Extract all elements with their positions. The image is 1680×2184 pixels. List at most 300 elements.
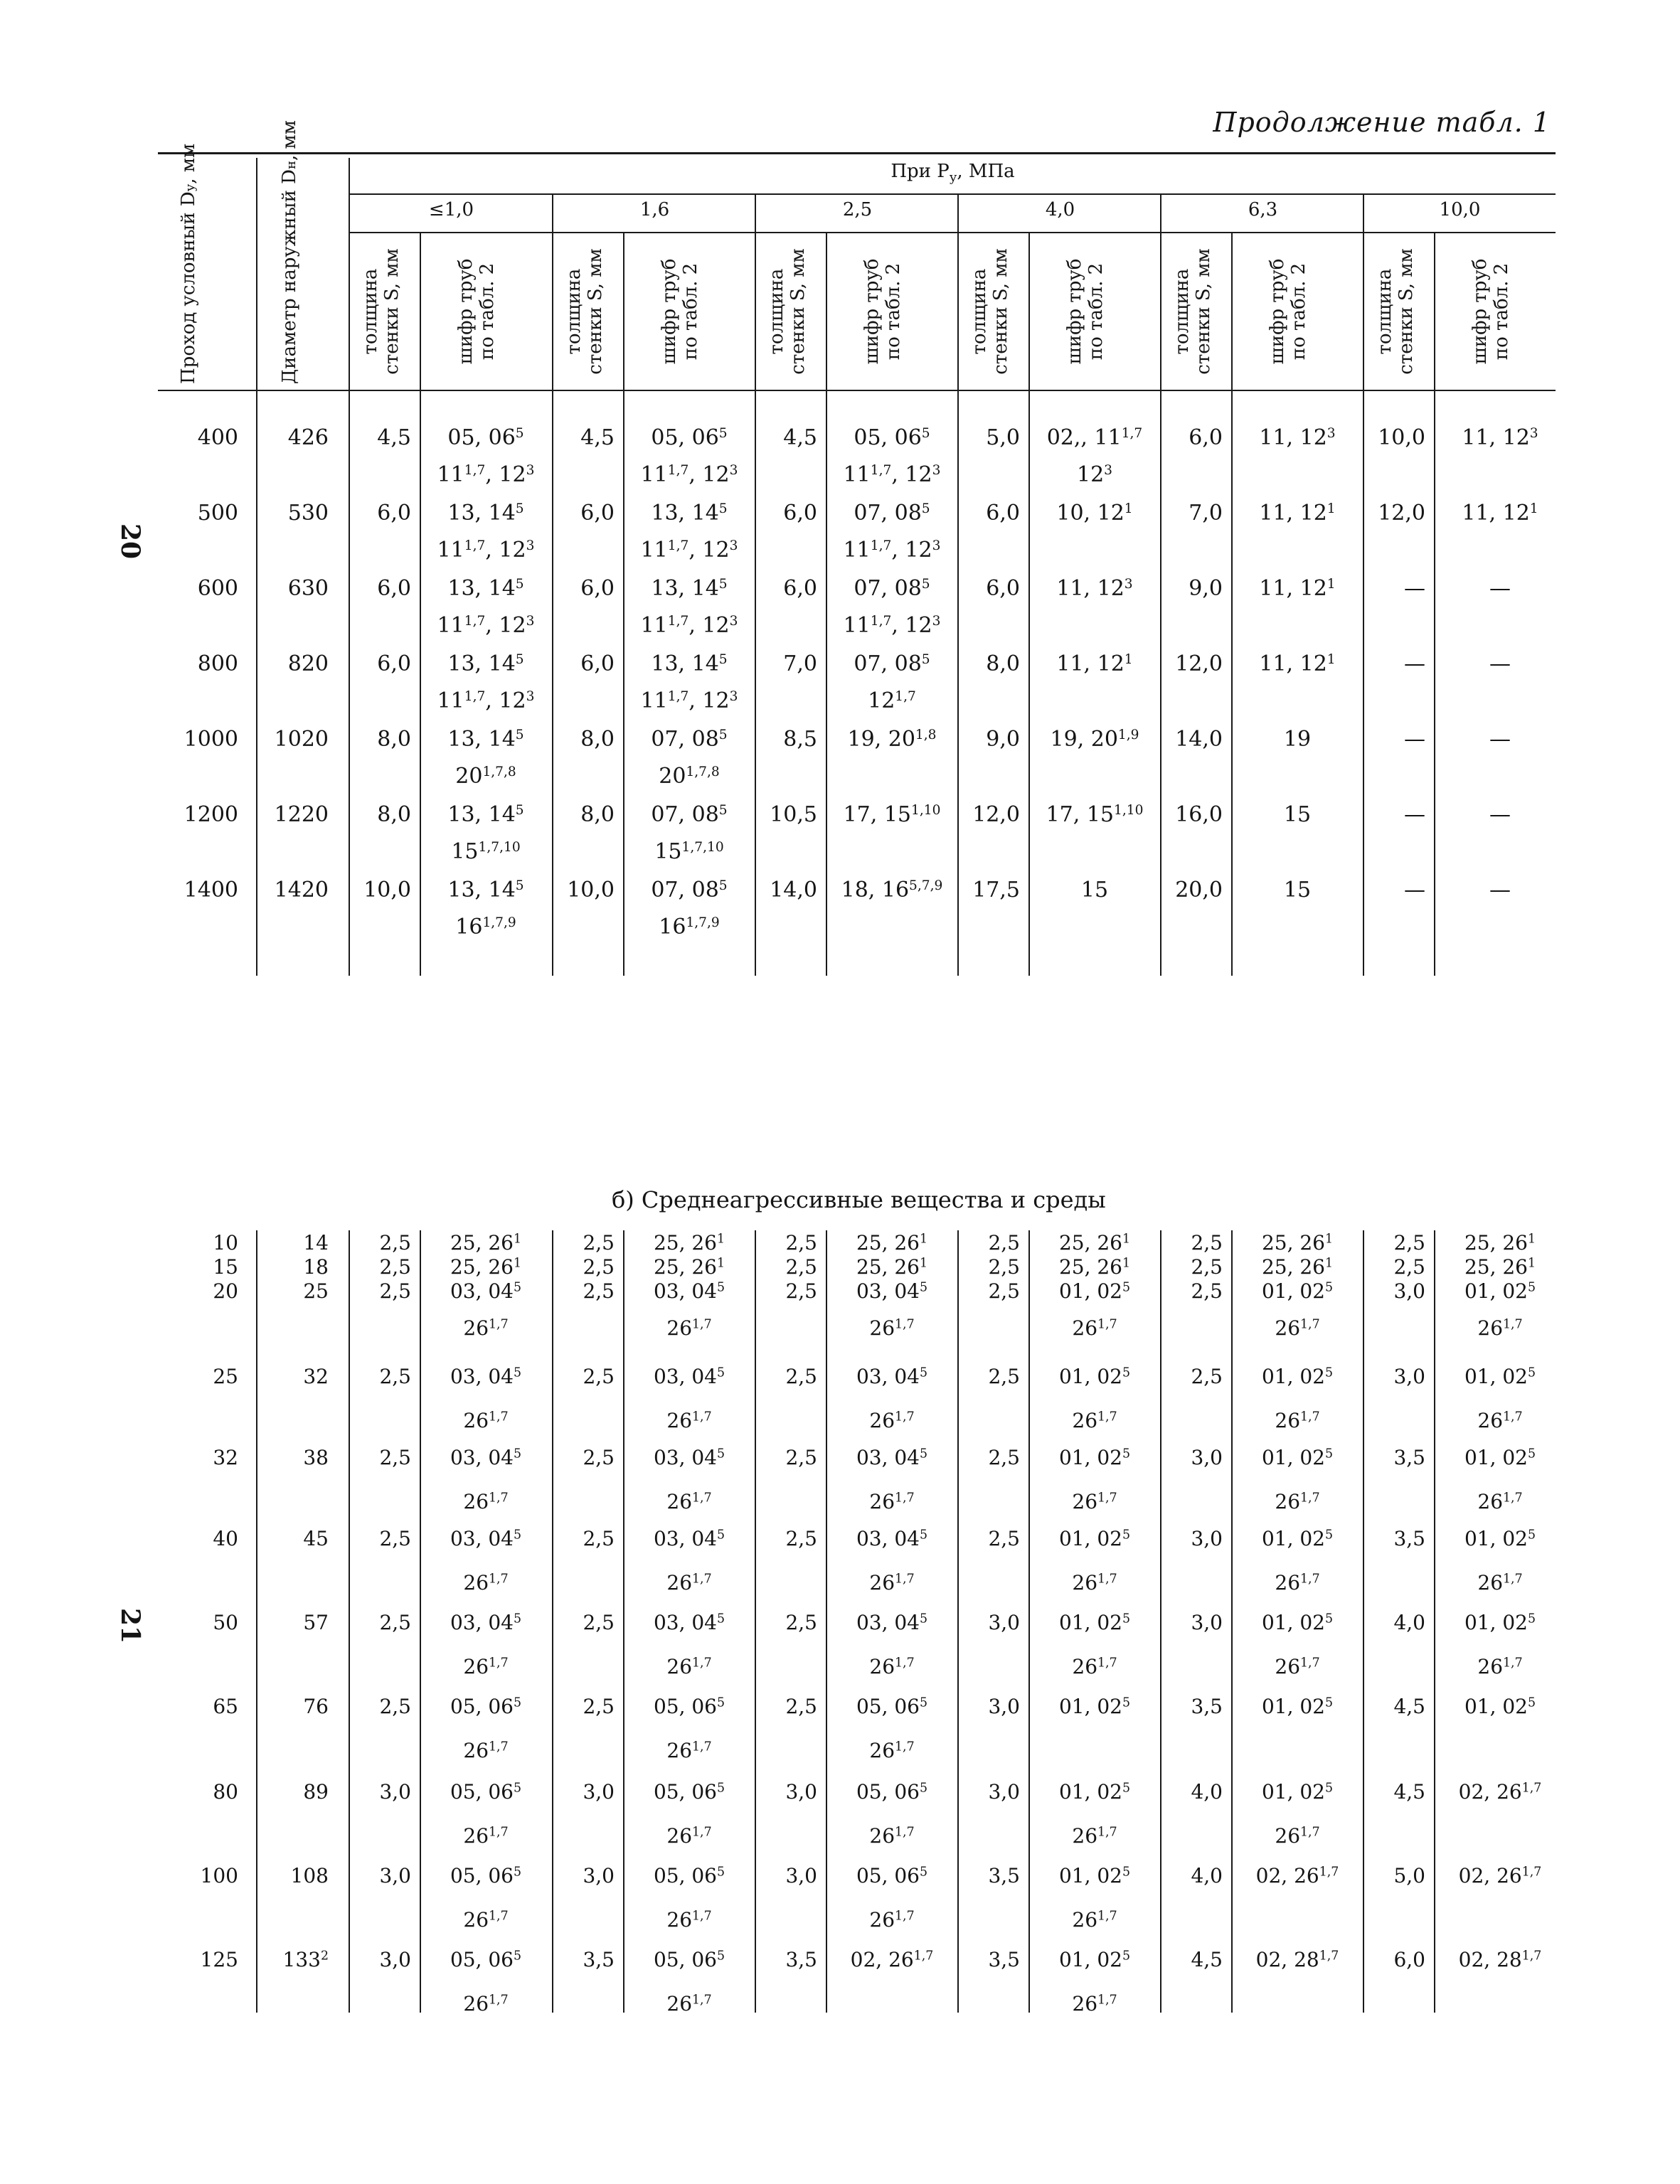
subheader-wall-thickness: толщина стенки S, мм: [360, 248, 403, 375]
cell-wall-thickness: —: [1404, 802, 1425, 827]
cell-pipe-code: 03, $04^5$ 26$^{1,7}$: [856, 1611, 928, 1678]
column-rule: [552, 195, 553, 976]
cell-wall-thickness: 20,0: [1175, 878, 1223, 902]
column-rule: [1231, 1230, 1233, 2013]
cell-outer-diameter: 14: [303, 1231, 329, 1255]
column-rule: [256, 1230, 257, 2013]
cell-pipe-code: 11, $12^3$: [1056, 576, 1133, 601]
cell-nominal-bore: 32: [213, 1446, 238, 1469]
cell-outer-diameter: 530: [287, 501, 329, 526]
cell-wall-thickness: 2,5: [988, 1365, 1020, 1388]
cell-outer-diameter: 18: [303, 1255, 329, 1279]
cell-pipe-code: 25, $26^1$: [1058, 1231, 1131, 1255]
cell-wall-thickness: 2,5: [1393, 1255, 1425, 1279]
subheader-wall-thickness: толщина стенки S, мм: [1171, 248, 1214, 375]
cell-nominal-bore: 40: [213, 1527, 238, 1550]
cell-wall-thickness: 8,5: [783, 727, 817, 752]
cell-pipe-code: 02, 26$^{1,7}$: [1458, 1864, 1542, 1887]
cell-wall-thickness: 3,5: [988, 1864, 1020, 1887]
column-rule: [552, 1230, 553, 2013]
cell-wall-thickness: 3,0: [988, 1611, 1020, 1634]
cell-wall-thickness: 6,0: [783, 576, 817, 601]
cell-pipe-code: 01, $02^5$: [1261, 1695, 1334, 1718]
cell-wall-thickness: 8,0: [377, 727, 411, 752]
cell-pipe-code: 15: [1080, 878, 1109, 902]
cell-wall-thickness: 3,0: [1393, 1279, 1425, 1303]
cell-pipe-code: 25, $26^1$: [1464, 1255, 1536, 1279]
cell-wall-thickness: 9,0: [986, 727, 1020, 752]
cell-wall-thickness: 3,0: [1191, 1446, 1223, 1469]
cell-wall-thickness: 3,5: [1393, 1527, 1425, 1550]
cell-wall-thickness: 2,5: [1191, 1255, 1223, 1279]
cell-pipe-code: 11, $12^3$: [1259, 425, 1336, 450]
cell-pipe-code: 03, $04^5$ 26$^{1,7}$: [450, 1446, 522, 1513]
cell-pipe-code: 05, $06^5$ 26$^{1,7}$: [450, 1695, 522, 1762]
pressure-value-header: 1,6: [639, 199, 670, 220]
cell-wall-thickness: 3,5: [1393, 1446, 1425, 1469]
cell-pipe-code: 15: [1283, 878, 1312, 902]
cell-outer-diameter: 57: [303, 1611, 329, 1634]
cell-pipe-code: 05, $06^5$ 26$^{1,7}$: [653, 1948, 725, 2015]
cell-wall-thickness: 2,5: [583, 1365, 615, 1388]
column-rule: [1028, 1230, 1030, 2013]
cell-pipe-code: 13, $14^5$ 11$^{1,7}$, $12^3$: [437, 651, 535, 713]
cell-pipe-code: —: [1489, 878, 1511, 902]
cell-wall-thickness: 2,5: [583, 1231, 615, 1255]
cell-pipe-code: 01, $02^5$ 26$^{1,7}$: [1058, 1365, 1131, 1432]
cell-nominal-bore: 20: [213, 1279, 238, 1303]
cell-pipe-code: 25, $26^1$: [450, 1255, 522, 1279]
cell-wall-thickness: 2,5: [379, 1365, 411, 1388]
column-rule: [826, 232, 827, 976]
cell-pipe-code: 07, $08^5$ 11$^{1,7}$, $12^3$: [843, 576, 941, 638]
cell-wall-thickness: 2,5: [1191, 1279, 1223, 1303]
cell-wall-thickness: 8,0: [377, 802, 411, 827]
cell-wall-thickness: 6,0: [377, 576, 411, 601]
cell-wall-thickness: 6,0: [986, 576, 1020, 601]
cell-pipe-code: 13, $14^5$ 11$^{1,7}$, $12^3$: [640, 576, 738, 638]
cell-wall-thickness: 3,0: [583, 1864, 615, 1887]
cell-pipe-code: 07, $08^5$ 16$^{1,7,9}$: [651, 878, 728, 939]
cell-wall-thickness: 2,5: [583, 1255, 615, 1279]
column-rule: [1363, 1230, 1364, 2013]
cell-wall-thickness: 4,5: [1393, 1780, 1425, 1804]
pressure-value-header: ≤1,0: [428, 199, 474, 220]
cell-outer-diameter: 630: [287, 576, 329, 601]
cell-nominal-bore: 10: [213, 1231, 238, 1255]
cell-pipe-code: 03, $04^5$ 26$^{1,7}$: [450, 1365, 522, 1432]
cell-wall-thickness: 2,5: [583, 1527, 615, 1550]
column-rule: [826, 1230, 827, 2013]
cell-wall-thickness: 2,5: [379, 1255, 411, 1279]
cell-wall-thickness: 3,0: [583, 1780, 615, 1804]
cell-wall-thickness: 6,0: [377, 501, 411, 526]
cell-wall-thickness: 3,5: [583, 1948, 615, 1971]
cell-pipe-code: 25, $26^1$: [856, 1231, 928, 1255]
cell-pipe-code: 01, $02^5$ 26$^{1,7}$: [1261, 1365, 1334, 1432]
column-rule: [1434, 232, 1435, 976]
cell-pipe-code: 05, $06^5$ 11$^{1,7}$, $12^3$: [843, 425, 941, 487]
column-rule: [1434, 1230, 1435, 2013]
cell-pipe-code: 01, $02^5$ 26$^{1,7}$: [1261, 1611, 1334, 1678]
cell-pipe-code: 05, $06^5$ 26$^{1,7}$: [856, 1695, 928, 1762]
cell-wall-thickness: 3,0: [1393, 1365, 1425, 1388]
cell-wall-thickness: 2,5: [379, 1611, 411, 1634]
cell-pipe-code: 13, $14^5$ 15$^{1,7,10}$: [447, 802, 524, 864]
cell-pipe-code: 01, $02^5$: [1464, 1695, 1536, 1718]
cell-nominal-bore: 400: [197, 425, 238, 450]
cell-outer-diameter: 38: [303, 1446, 329, 1469]
pressure-value-header: 6,3: [1248, 199, 1278, 220]
cell-wall-thickness: 2,5: [785, 1279, 817, 1303]
cell-nominal-bore: 600: [197, 576, 238, 601]
cell-wall-thickness: 2,5: [583, 1279, 615, 1303]
cell-outer-diameter: 1020: [274, 727, 329, 752]
cell-pipe-code: 17, 15$^{1,10}$: [1046, 802, 1144, 827]
cell-pipe-code: 03, $04^5$ 26$^{1,7}$: [450, 1527, 522, 1594]
cell-pipe-code: 02, 26$^{1,7}$: [1255, 1864, 1339, 1887]
cell-wall-thickness: 2,5: [988, 1279, 1020, 1303]
cell-wall-thickness: 6,0: [783, 501, 817, 526]
cell-pipe-code: 05, $06^5$ 26$^{1,7}$: [450, 1780, 522, 1848]
cell-wall-thickness: 2,5: [583, 1611, 615, 1634]
cell-wall-thickness: 4,5: [1393, 1695, 1425, 1718]
cell-pipe-code: —: [1489, 651, 1511, 676]
cell-wall-thickness: 7,0: [783, 651, 817, 676]
cell-pipe-code: 02, 28$^{1,7}$: [1255, 1948, 1339, 1971]
column-rule: [1028, 232, 1030, 976]
cell-pipe-code: 13, $14^5$ 11$^{1,7}$, $12^3$: [437, 576, 535, 638]
cell-wall-thickness: 10,5: [770, 802, 817, 827]
cell-wall-thickness: 2,5: [583, 1446, 615, 1469]
cell-pipe-code: 01, $02^5$ 26$^{1,7}$: [1261, 1780, 1334, 1848]
cell-wall-thickness: 6,0: [377, 651, 411, 676]
column-rule: [1160, 195, 1161, 976]
subheader-pipe-code: шифр труб по табл. 2: [455, 258, 498, 365]
table-continuation-caption: Продолжение табл. 1: [1213, 107, 1551, 138]
pressure-group-rule: [350, 193, 1556, 195]
cell-pipe-code: 02,, 11$^{1,7}$ $12^3$: [1046, 425, 1143, 487]
cell-pipe-code: 05, $06^5$ 26$^{1,7}$: [653, 1695, 725, 1762]
cell-pipe-code: 03, $04^5$ 26$^{1,7}$: [653, 1279, 725, 1340]
header-bottom-rule: [158, 390, 1556, 391]
pressure-value-header: 10,0: [1439, 199, 1481, 220]
cell-pipe-code: 01, $02^5$ 26$^{1,7}$: [1058, 1948, 1131, 2015]
cell-wall-thickness: 6,0: [986, 501, 1020, 526]
cell-wall-thickness: 3,0: [988, 1695, 1020, 1718]
subheader-wall-thickness: толщина стенки S, мм: [1374, 248, 1417, 375]
cell-pipe-code: 19: [1283, 727, 1312, 752]
column-rule: [755, 195, 756, 976]
cell-outer-diameter: 108: [290, 1864, 329, 1887]
page-number-lower: 21: [115, 1607, 146, 1644]
cell-pipe-code: 03, $04^5$ 26$^{1,7}$: [653, 1611, 725, 1678]
cell-pipe-code: 19, 20$^{1,8}$: [847, 727, 937, 752]
cell-wall-thickness: 6,0: [1393, 1948, 1425, 1971]
column-rule: [755, 1230, 756, 2013]
cell-wall-thickness: 2,5: [379, 1446, 411, 1469]
cell-pipe-code: 05, $06^5$ 26$^{1,7}$: [450, 1864, 522, 1932]
cell-pipe-code: 11, $12^1$: [1259, 651, 1336, 676]
cell-pipe-code: 01, $02^5$ 26$^{1,7}$: [1058, 1611, 1131, 1678]
cell-pipe-code: 01, $02^5$ 26$^{1,7}$: [1464, 1279, 1536, 1340]
cell-pipe-code: 25, $26^1$: [653, 1231, 725, 1255]
pressure-value-header: 2,5: [842, 199, 873, 220]
cell-wall-thickness: 2,5: [785, 1365, 817, 1388]
cell-pipe-code: 05, $06^5$ 26$^{1,7}$: [856, 1864, 928, 1932]
pressure-value-header: 4,0: [1045, 199, 1075, 220]
cell-pipe-code: —: [1489, 802, 1511, 827]
cell-wall-thickness: 4,5: [783, 425, 817, 450]
cell-pipe-code: 01, $02^5$ 26$^{1,7}$: [1058, 1780, 1131, 1848]
column-rule: [957, 1230, 959, 2013]
cell-pipe-code: 25, $26^1$: [1464, 1231, 1536, 1255]
subheader-pipe-code: шифр труб по табл. 2: [1267, 258, 1309, 365]
header-outer-diameter: Диаметр наружный Dн, мм: [279, 119, 300, 384]
cell-pipe-code: 07, $08^5$ 11$^{1,7}$, $12^3$: [843, 501, 941, 563]
cell-wall-thickness: 4,0: [1191, 1780, 1223, 1804]
cell-wall-thickness: 3,0: [988, 1780, 1020, 1804]
cell-nominal-bore: 15: [213, 1255, 238, 1279]
cell-wall-thickness: —: [1404, 576, 1425, 601]
cell-pipe-code: 05, $06^5$ 26$^{1,7}$: [856, 1780, 928, 1848]
cell-pipe-code: 25, $26^1$: [653, 1255, 725, 1279]
cell-wall-thickness: 6,0: [580, 651, 615, 676]
cell-wall-thickness: 14,0: [770, 878, 817, 902]
cell-pipe-code: 05, $06^5$ 26$^{1,7}$: [653, 1864, 725, 1932]
cell-wall-thickness: 5,0: [1393, 1864, 1425, 1887]
cell-wall-thickness: —: [1404, 651, 1425, 676]
cell-pipe-code: 13, $14^5$ 11$^{1,7}$, $12^3$: [640, 651, 738, 713]
cell-wall-thickness: 2,5: [988, 1527, 1020, 1550]
cell-pipe-code: 05, $06^5$ 11$^{1,7}$, $12^3$: [640, 425, 738, 487]
cell-wall-thickness: 6,0: [1189, 425, 1223, 450]
cell-wall-thickness: 16,0: [1175, 802, 1223, 827]
section-b-title: б) Среднеагрессивные вещества и среды: [612, 1186, 1106, 1213]
cell-wall-thickness: 2,5: [1393, 1231, 1425, 1255]
cell-wall-thickness: 6,0: [580, 501, 615, 526]
cell-pipe-code: 02, 26$^{1,7}$: [1458, 1780, 1542, 1804]
subheader-pipe-code: шифр труб по табл. 2: [659, 258, 701, 365]
cell-wall-thickness: 10,0: [1378, 425, 1425, 450]
cell-pipe-code: 11, $12^1$: [1259, 576, 1336, 601]
cell-outer-diameter: 45: [303, 1527, 329, 1550]
column-rule: [420, 232, 421, 976]
subheader-pipe-code: шифр труб по табл. 2: [1469, 258, 1512, 365]
cell-pipe-code: 01, $02^5$ 26$^{1,7}$: [1261, 1279, 1334, 1340]
cell-wall-thickness: —: [1404, 727, 1425, 752]
cell-wall-thickness: 9,0: [1189, 576, 1223, 601]
cell-pipe-code: 07, $08^5$ 12$^{1,7}$: [854, 651, 930, 713]
cell-wall-thickness: 3,0: [379, 1864, 411, 1887]
cell-wall-thickness: 3,0: [379, 1948, 411, 1971]
cell-wall-thickness: —: [1404, 878, 1425, 902]
cell-wall-thickness: 2,5: [1191, 1365, 1223, 1388]
cell-wall-thickness: 12,0: [1378, 501, 1425, 526]
cell-pipe-code: —: [1489, 576, 1511, 601]
cell-wall-thickness: 2,5: [988, 1446, 1020, 1469]
cell-wall-thickness: 3,5: [988, 1948, 1020, 1971]
cell-nominal-bore: 80: [213, 1780, 238, 1804]
header-nominal-bore: Проход условный Dу, мм: [178, 143, 199, 384]
page-number-upper: 20: [115, 523, 146, 560]
cell-nominal-bore: 500: [197, 501, 238, 526]
cell-pipe-code: 25, $26^1$: [1261, 1231, 1334, 1255]
table-top-rule: [158, 152, 1556, 154]
cell-wall-thickness: 8,0: [580, 802, 615, 827]
cell-pipe-code: —: [1489, 727, 1511, 752]
subheader-wall-thickness: толщина стенки S, мм: [563, 248, 606, 375]
cell-wall-thickness: 14,0: [1175, 727, 1223, 752]
cell-pipe-code: 03, $04^5$ 26$^{1,7}$: [856, 1446, 928, 1513]
subheader-wall-thickness: толщина стенки S, мм: [766, 248, 809, 375]
column-rule: [256, 158, 257, 976]
cell-wall-thickness: 3,0: [1191, 1527, 1223, 1550]
subheader-wall-thickness: толщина стенки S, мм: [969, 248, 1011, 375]
cell-pipe-code: 13, $14^5$ 20$^{1,7,8}$: [447, 727, 524, 789]
cell-pipe-code: 11, $12^1$: [1259, 501, 1336, 526]
cell-wall-thickness: 2,5: [785, 1231, 817, 1255]
cell-pipe-code: 25, $26^1$: [1058, 1255, 1131, 1279]
cell-outer-diameter: 1220: [274, 802, 329, 827]
cell-nominal-bore: 50: [213, 1611, 238, 1634]
cell-wall-thickness: 2,5: [785, 1695, 817, 1718]
cell-pipe-code: 11, $12^3$: [1462, 425, 1538, 450]
cell-pipe-code: 01, $02^5$ 26$^{1,7}$: [1058, 1279, 1131, 1340]
cell-pipe-code: 11, $12^1$: [1056, 651, 1133, 676]
cell-nominal-bore: 125: [200, 1948, 238, 1971]
cell-pipe-code: 02, 26$^{1,7}$: [850, 1948, 934, 1971]
cell-pipe-code: 01, $02^5$ 26$^{1,7}$: [1464, 1446, 1536, 1513]
cell-wall-thickness: 12,0: [1175, 651, 1223, 676]
cell-nominal-bore: 25: [213, 1365, 238, 1388]
cell-pipe-code: 19, 20$^{1,9}$: [1050, 727, 1139, 752]
cell-wall-thickness: 3,5: [785, 1948, 817, 1971]
cell-wall-thickness: 2,5: [379, 1527, 411, 1550]
cell-wall-thickness: 4,5: [377, 425, 411, 450]
column-rule: [420, 1230, 421, 2013]
subheader-pipe-code: шифр труб по табл. 2: [861, 258, 904, 365]
cell-wall-thickness: 2,5: [988, 1231, 1020, 1255]
cell-pipe-code: 01, $02^5$ 26$^{1,7}$: [1464, 1611, 1536, 1678]
cell-wall-thickness: 4,5: [580, 425, 615, 450]
cell-pipe-code: 01, $02^5$ 26$^{1,7}$: [1058, 1446, 1131, 1513]
cell-pipe-code: 03, $04^5$ 26$^{1,7}$: [856, 1279, 928, 1340]
cell-wall-thickness: 3,0: [379, 1780, 411, 1804]
cell-outer-diameter: 89: [303, 1780, 329, 1804]
cell-pipe-code: 07, $08^5$ 20$^{1,7,8}$: [651, 727, 728, 789]
cell-pipe-code: 25, $26^1$: [1261, 1255, 1334, 1279]
cell-wall-thickness: 10,0: [567, 878, 615, 902]
cell-pipe-code: 01, $02^5$: [1058, 1695, 1131, 1718]
cell-pipe-code: 11, $12^1$: [1462, 501, 1538, 526]
cell-wall-thickness: 8,0: [580, 727, 615, 752]
cell-pipe-code: 18, 16$^{5,7,9}$: [841, 878, 943, 902]
column-rule: [1231, 232, 1233, 976]
cell-outer-diameter: 32: [303, 1365, 329, 1388]
cell-pipe-code: 03, $04^5$ 26$^{1,7}$: [450, 1279, 522, 1340]
cell-wall-thickness: 5,0: [986, 425, 1020, 450]
cell-pipe-code: 17, 15$^{1,10}$: [843, 802, 941, 827]
cell-pipe-code: 03, $04^5$ 26$^{1,7}$: [653, 1446, 725, 1513]
cell-wall-thickness: 2,5: [988, 1255, 1020, 1279]
cell-wall-thickness: 8,0: [986, 651, 1020, 676]
cell-wall-thickness: 3,0: [785, 1864, 817, 1887]
column-rule: [623, 232, 624, 976]
cell-pipe-code: 25, $26^1$: [450, 1231, 522, 1255]
cell-wall-thickness: 10,0: [363, 878, 411, 902]
cell-wall-thickness: 4,0: [1191, 1864, 1223, 1887]
cell-nominal-bore: 100: [200, 1864, 238, 1887]
cell-wall-thickness: 2,5: [785, 1527, 817, 1550]
cell-nominal-bore: 800: [197, 651, 238, 676]
cell-outer-diameter: 76: [303, 1695, 329, 1718]
cell-wall-thickness: 17,5: [972, 878, 1020, 902]
subheader-pipe-code: шифр труб по табл. 2: [1064, 258, 1107, 365]
cell-outer-diameter: 820: [287, 651, 329, 676]
cell-pipe-code: 03, $04^5$ 26$^{1,7}$: [856, 1527, 928, 1594]
cell-wall-thickness: 7,0: [1189, 501, 1223, 526]
cell-wall-thickness: 2,5: [379, 1231, 411, 1255]
cell-wall-thickness: 2,5: [785, 1446, 817, 1469]
cell-pipe-code: 01, $02^5$ 26$^{1,7}$: [1058, 1527, 1131, 1594]
cell-pipe-code: 03, $04^5$ 26$^{1,7}$: [450, 1611, 522, 1678]
cell-nominal-bore: 65: [213, 1695, 238, 1718]
cell-outer-diameter: 1420: [274, 878, 329, 902]
cell-pipe-code: 01, $02^5$ 26$^{1,7}$: [1464, 1365, 1536, 1432]
cell-wall-thickness: 3,0: [1191, 1611, 1223, 1634]
column-rule: [623, 1230, 624, 2013]
pressure-values-rule: [350, 232, 1556, 233]
column-rule: [1363, 195, 1364, 976]
cell-wall-thickness: 2,5: [379, 1695, 411, 1718]
cell-wall-thickness: 2,5: [785, 1611, 817, 1634]
cell-wall-thickness: 2,5: [379, 1279, 411, 1303]
cell-pipe-code: 02, 28$^{1,7}$: [1458, 1948, 1542, 1971]
cell-wall-thickness: 2,5: [583, 1695, 615, 1718]
column-rule: [957, 195, 959, 976]
cell-pipe-code: 07, $08^5$ 15$^{1,7,10}$: [651, 802, 728, 864]
pressure-group-header: При $P_у$, МПа: [890, 161, 1015, 186]
cell-pipe-code: 01, $02^5$ 26$^{1,7}$: [1464, 1527, 1536, 1594]
cell-pipe-code: 05, $06^5$ 26$^{1,7}$: [653, 1780, 725, 1848]
cell-pipe-code: 01, $02^5$ 26$^{1,7}$: [1261, 1527, 1334, 1594]
cell-pipe-code: 03, $04^5$ 26$^{1,7}$: [856, 1365, 928, 1432]
cell-pipe-code: 10, $12^1$: [1056, 501, 1133, 526]
cell-outer-diameter: $133^2$: [282, 1948, 329, 1971]
cell-wall-thickness: 12,0: [972, 802, 1020, 827]
cell-nominal-bore: 1400: [184, 878, 238, 902]
column-rule: [1160, 1230, 1161, 2013]
cell-pipe-code: 13, $14^5$ 11$^{1,7}$, $12^3$: [640, 501, 738, 563]
cell-pipe-code: 03, $04^5$ 26$^{1,7}$: [653, 1527, 725, 1594]
cell-wall-thickness: 2,5: [1191, 1231, 1223, 1255]
cell-pipe-code: 03, $04^5$ 26$^{1,7}$: [653, 1365, 725, 1432]
cell-wall-thickness: 4,5: [1191, 1948, 1223, 1971]
cell-wall-thickness: 2,5: [785, 1255, 817, 1279]
cell-pipe-code: 15: [1283, 802, 1312, 827]
cell-pipe-code: 05, $06^5$ 11$^{1,7}$, $12^3$: [437, 425, 535, 487]
cell-wall-thickness: 6,0: [580, 576, 615, 601]
cell-wall-thickness: 4,0: [1393, 1611, 1425, 1634]
cell-outer-diameter: 426: [287, 425, 329, 450]
cell-wall-thickness: 3,5: [1191, 1695, 1223, 1718]
cell-wall-thickness: 3,0: [785, 1780, 817, 1804]
cell-pipe-code: 01, $02^5$ 26$^{1,7}$: [1261, 1446, 1334, 1513]
cell-nominal-bore: 1000: [184, 727, 238, 752]
column-rule: [349, 158, 350, 976]
cell-pipe-code: 25, $26^1$: [856, 1255, 928, 1279]
